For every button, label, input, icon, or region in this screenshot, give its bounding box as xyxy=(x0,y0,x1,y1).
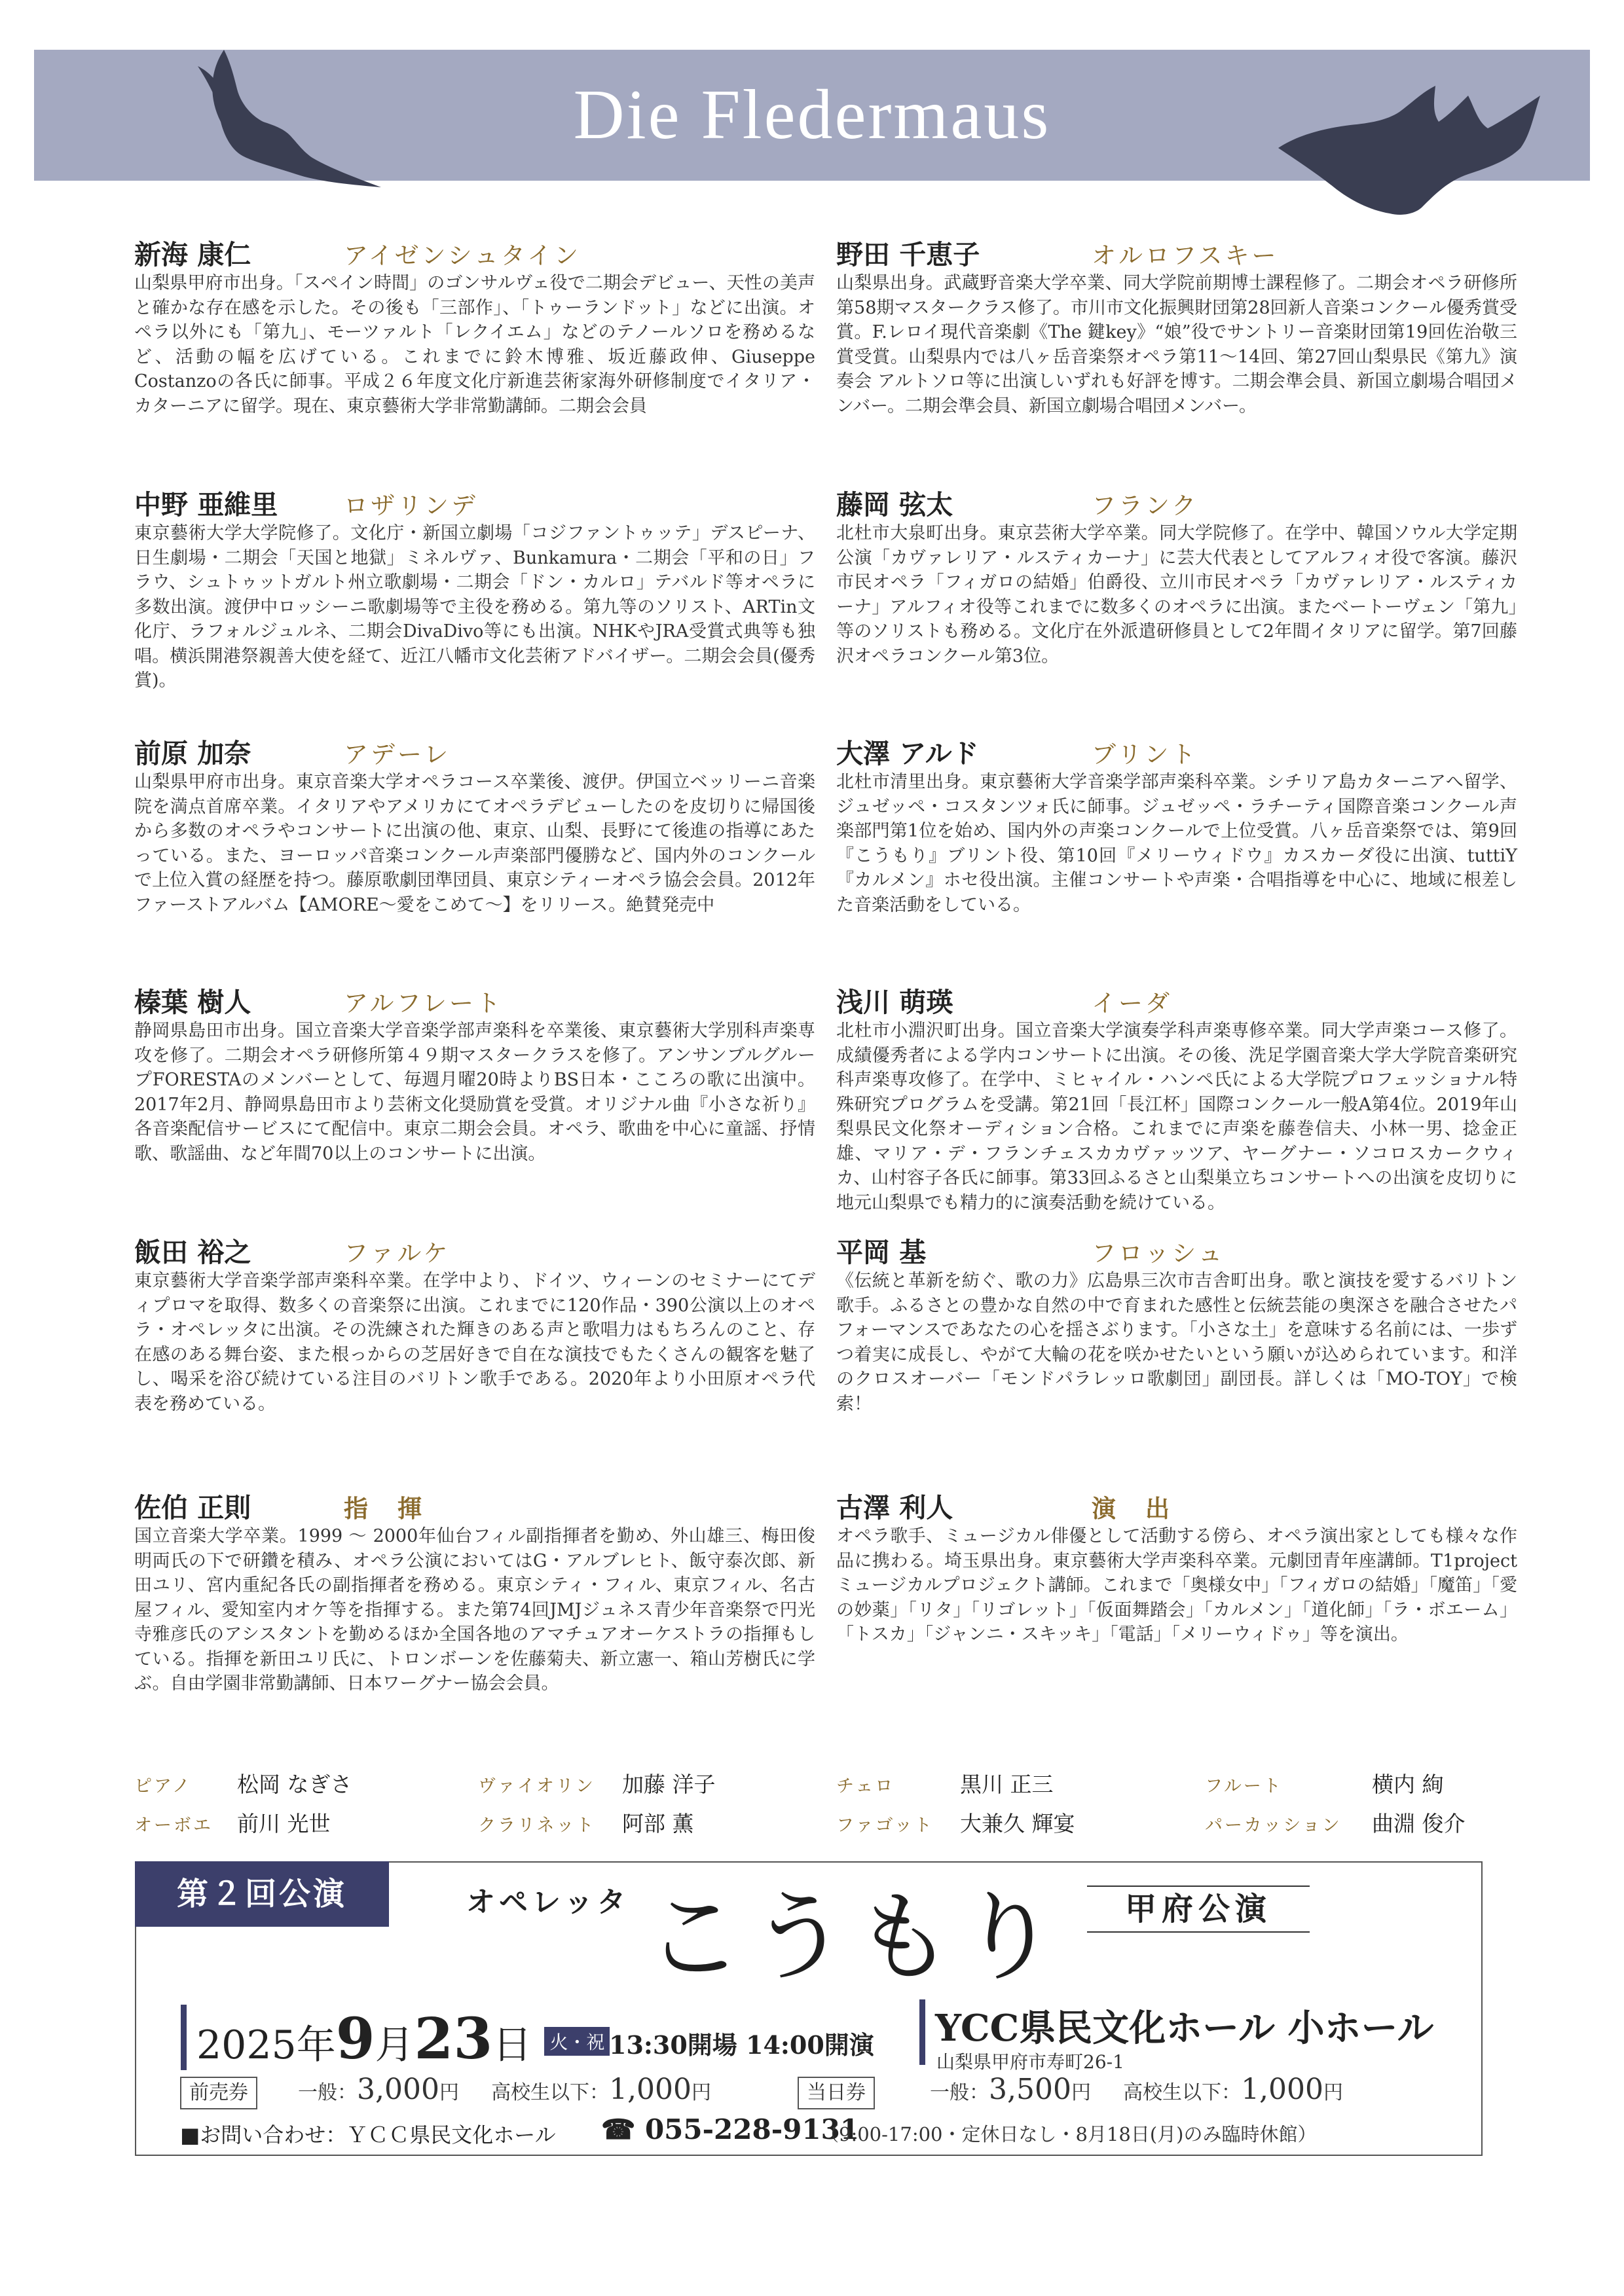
advance-ticket-label: 前売券 xyxy=(180,2077,257,2109)
cast-role: アルフレート xyxy=(344,989,504,1017)
date-accent-bar xyxy=(181,2005,187,2070)
cast-role: アデーレ xyxy=(344,740,451,769)
date-day: 23 xyxy=(414,2006,493,2072)
performance-times: 13:30開場 14:00開演 xyxy=(609,2030,874,2060)
contact-info: ■お問い合わせ：ＹＣＣ県民文化ホール xyxy=(180,2123,556,2147)
general-label: 一般： xyxy=(930,2081,989,2104)
orchestra-instrument: ヴァイオリン xyxy=(478,1776,595,1796)
cast-bio: 山梨県甲府市出身。東京音楽大学オペラコース卒業後、渡伊。伊国立ベッリーニ音楽院を満点首席卒業。イタリアやアメリカにてオペラデビューしたのを皮切りに帰国後から多数のオペラやコンサートに出演の他、東京、山梨、長野にて後進の指導にあたっている。また、ヨーロッパ音楽コンクール声楽部門優勝など、国内外のコンクールで上位入賞の経歴を持つ。藤原歌劇団準団員、東京シティーオペラ協会会員。2012年ファーストアルバム【AMORE〜愛をこめて〜】をリリース。絶賛発売中 xyxy=(134,772,815,915)
cast-name: 飯田 裕之 xyxy=(134,1237,251,1268)
venue-city-label: 甲府公演 xyxy=(1087,1886,1310,1933)
student-price: 1,000 xyxy=(609,2073,692,2106)
cast-role: フロッシュ xyxy=(1092,1239,1225,1267)
cast-name: 中野 亜維里 xyxy=(134,489,278,520)
phone-number: ☎ 055-228-9131 xyxy=(601,2113,860,2145)
cast-bio: 東京藝術大学大学院修了。文化庁・新国立劇場「コジファントゥッテ」デスピーナ、日生劇場・二期会「天国と地獄」ミネルヴァ、Bunkamura・二期会「平和の日」フラウ、シュトゥットガルト州立歌劇場・二期会「ドン・カルロ」テバルド等オペラに多数出演。渡伊中ロッシーニ歌劇場等で主役を務める。第九等のソリスト、ARTin文化庁、ラフォルジュルネ、二期会DivaDivo等にも出演。NHKやJRA受賞式典等も独唱。横浜開港祭親善大使を経て、近江八幡市文化芸術アドバイザー。二期会会員(優秀賞)。 xyxy=(134,523,815,691)
operetta-title: こうもり xyxy=(645,1881,1065,1995)
header-banner xyxy=(34,50,1590,181)
price-unit: 円 xyxy=(692,2081,712,2104)
orchestra-instrument: ファゴット xyxy=(836,1815,934,1836)
cast-bio: 国立音楽大学卒業。1999 〜 2000年仙台フィル副指揮者を勤め、外山雄三、梅田俊明両氏の下で研鑽を積み、オペラ公演においてはG・アルブレヒト、飯守泰次郎、新田ユリ、宮内重紀各氏の副指揮者を務める。東京シティ・フィル、東京フィル、名古屋フィル、愛知室内オケ等を指揮する。また第74回JMJジュネス青少年音楽祭で円光寺雅彦氏のアシスタントを勤めるほか全国各地のアマチュアオーケストラの指揮もしている。指揮を新田ユリ氏に、トロンボーンを佐藤菊夫、新立憲一、箱山芳樹氏に学ぶ。自由学園非常勤講師、日本ワーグナー協会会員。 xyxy=(134,1526,815,1694)
performance-badge: 第２回公演 xyxy=(135,1861,389,1927)
cast-name: 平岡 基 xyxy=(836,1237,927,1268)
general-price: 3,500 xyxy=(989,2073,1071,2106)
date-day-unit: 日 xyxy=(492,2022,532,2068)
cast-bio: 山梨県甲府市出身。「スペイン時間」のゴンサルヴェ役で二期会デビュー、天性の美声と確かな存在感を示した。その後も「三部作」、「トゥーランドット」などに出演。オペラ以外にも「第九」、モーツァルト「レクイエム」などのテノールソロを務めるなど、活動の幅を広げている。これまでに鈴木博雅、坂近藤政伸、Giuseppe Costanzoの各氏に師事。平成２６年度文化庁新進芸術家海外研修制度でイタリア・カターニアに留学。現在、東京藝術大学非常勤講師。二期会会員 xyxy=(134,273,815,416)
student-price: 1,000 xyxy=(1241,2073,1324,2106)
orchestra-instrument: パーカッション xyxy=(1205,1815,1342,1836)
date-month-unit: 月 xyxy=(375,2022,415,2068)
cast-bio: 山梨県出身。武蔵野音楽大学卒業、同大学院前期博士課程修了。二期会オペラ研修所第58期マスタークラス修了。市川市文化振興財団第28回新人音楽コンクール優秀賞受賞。F.レロイ現代音楽劇《The 鍵key》“娘”役でサントリー音楽財団第19回佐治敬三賞受賞。山梨県内では八ヶ岳音楽祭オペラ第11〜14回、第27回山梨県民《第九》演奏会 アルトソロ等に出演しいずれも好評を博す。二期会準会員、新国立劇場合唱団メンバー。二期会準会員、新国立劇場合唱団メンバー。 xyxy=(836,273,1517,416)
cast-role: イーダ xyxy=(1092,989,1172,1017)
cast-role: フランク xyxy=(1092,492,1199,520)
cast-bio: 《伝統と革新を紡ぐ、歌の力》広島県三次市吉舎町出身。歌と演技を愛するバリトン歌手。ふるさとの豊かな自然の中で育まれた感性と伝統芸能の奥深さを融合させたパフォーマンスであなたの心を揺さぶります。「小さな土」を意味する名前には、一歩ずつ着実に成長し、やがて大輪の花を咲かせたいという願いが込められています。和洋のクロスオーバー「モンドパラレッロ歌劇団」副団長。詳しくは「MO-TOY」で検索！ xyxy=(836,1271,1517,1414)
cast-name: 藤岡 弦太 xyxy=(836,489,953,520)
hall-address: 山梨県甲府市寿町26-1 xyxy=(936,2051,1124,2073)
advance-ticket-prices xyxy=(298,2073,711,2106)
door-ticket-label: 当日券 xyxy=(798,2077,875,2109)
cast-name: 佐伯 正則 xyxy=(134,1492,251,1523)
page-title: Die Fledermaus xyxy=(573,76,1051,154)
cast-bio: 東京藝術大学音楽学部声楽科卒業。在学中より、ドイツ、ウィーンのセミナーにてディプロマを取得、数多くの音楽祭に出演。これまでに120作品・390公演以上のオペラ・オペレッタに出演。その洗練された輝きのある声と歌唱力はもちろんのこと、存在感のある舞台姿、また根っからの芝居好きで自在な演技でもたくさんの観客を魅了し、喝采を浴び続けている注目のバリトン歌手である。2020年より小田原オペラ代表を務めている。 xyxy=(134,1271,815,1414)
venue-accent-bar xyxy=(919,1999,925,2065)
cast-name: 榛葉 樹人 xyxy=(134,987,251,1018)
cast-role: ロザリンデ xyxy=(344,492,478,520)
holiday-badge: 火・祝 xyxy=(544,2027,610,2056)
cast-role: ファルケ xyxy=(344,1239,451,1267)
date-year-unit: 年 xyxy=(296,2022,336,2068)
price-unit: 円 xyxy=(439,2081,459,2104)
student-label: 高校生以下： xyxy=(491,2081,610,2104)
price-unit: 円 xyxy=(1071,2081,1091,2104)
orchestra-instrument: チェロ xyxy=(836,1776,895,1796)
cast-name: 新海 康仁 xyxy=(134,239,251,270)
cast-name: 古澤 利人 xyxy=(836,1492,953,1523)
cast-name: 大澤 アルド xyxy=(836,738,979,769)
price-unit: 円 xyxy=(1323,2081,1344,2104)
cast-bio: 北杜市大泉町出身。東京芸術大学卒業。同大学院修了。在学中、韓国ソウル大学定期公演「カヴァレリア・ルスティカーナ」に芸大代表としてアルフィオ役で客演。藤沢市民オペラ「フィガロの結婚」伯爵役、立川市民オペラ「カヴァレリア・ルスティカーナ」アルフィオ役等これまでに数多くのオペラに出演。またベートーヴェン「第九」等のソリストも務める。文化庁在外派遣研修員として2年間イタリアに留学。第7回藤沢オペラコンクール第3位。 xyxy=(836,523,1517,666)
cast-role: オルロフスキー xyxy=(1092,242,1279,270)
cast-bio: 静岡県島田市出身。国立音楽大学音楽学部声楽科を卒業後、東京藝術大学別科声楽専攻を修了。二期会オペラ研修所第４９期マスタークラスを修了。アンサンブルグループFORESTAのメンバーとして、毎週月曜20時よりBS日本・こころの歌に出演中。2017年2月、静岡県島田市より芸術文化奨励賞を受賞。オリジナル曲『小さな祈り』各音楽配信サービスにて配信中。東京二期会会員。オペラ、歌曲を中心に童謡、抒情歌、歌謡曲、など年間70以上のコンサートに出演。 xyxy=(134,1021,815,1164)
cast-bio: 北杜市清里出身。東京藝術大学音楽学部声楽科卒業。シチリア島カターニアへ留学、ジュゼッペ・コスタンツォ氏に師事。ジュゼッペ・ラチーティ国際音楽コンクール声楽部門第1位を始め、国内外の声楽コンクールで上位受賞。八ヶ岳音楽祭では、第9回『こうもり』ブリント役、第10回『メリーウィドウ』カスカーダ役に出演、tuttiY『カルメン』ホセ役出演。主催コンサートや声楽・合唱指導を中心に、地域に根差した音楽活動をしている。 xyxy=(836,772,1517,915)
orchestra-player: 加藤 洋子 xyxy=(622,1772,716,1797)
orchestra-instrument: オーボエ xyxy=(134,1815,213,1836)
general-label: 一般： xyxy=(298,2081,357,2104)
cast-role: 指 揮 xyxy=(344,1494,424,1523)
cast-bio: 北杜市小淵沢町出身。国立音楽大学演奏学科声楽専修卒業。同大学声楽コース修了。成績優秀者による学内コンサートに出演。その後、洗足学園音楽大学大学院音楽研究科声楽専攻修了。在学中、ミヒャイル・ハンペ氏による大学院プロフェッショナル特殊研究プログラムを受講。第21回「長江杯」国際コンクール一般A第4位。2019年山梨県民文化祭オーディション合格。これまでに声楽を藤巻信夫、小林一男、捻金正雄、マリア・デ・フランチェスカカヴァッツア、ヤーグナー・ソコロスカークウィカ、山村容子各氏に師事。第33回ふるさと山梨巣立ちコンサートへの出演を皮切りに地元山梨県でも精力的に演奏活動を続けている。 xyxy=(836,1021,1517,1213)
office-hours: （9:00-17:00・定休日なし・8月18日(月)のみ臨時休館） xyxy=(820,2123,1317,2145)
cast-name: 前原 加奈 xyxy=(134,738,251,769)
orchestra-player: 前川 光世 xyxy=(237,1811,331,1836)
cast-role: 演 出 xyxy=(1092,1494,1172,1523)
general-price: 3,000 xyxy=(357,2073,439,2106)
door-ticket-prices xyxy=(930,2073,1343,2106)
orchestra-player: 黒川 正三 xyxy=(960,1772,1054,1797)
orchestra-player: 大兼久 輝宴 xyxy=(960,1811,1075,1836)
cast-name: 野田 千恵子 xyxy=(836,239,980,270)
performance-date xyxy=(196,2006,610,2072)
orchestra-player: 松岡 なぎさ xyxy=(237,1772,352,1797)
bat-right-icon xyxy=(1272,82,1547,220)
cast-role: ブリント xyxy=(1092,740,1198,769)
orchestra-instrument: クラリネット xyxy=(478,1815,596,1836)
cast-bio: オペラ歌手、ミュージカル俳優として活動する傍ら、オペラ演出家としても様々な作品に携わる。埼玉県出身。東京藝術大学声楽科卒業。元劇団青年座講師。T1projectミュージカルプロジェクト講師。これまで「奥様女中」「フィガロの結婚」「魔笛」「愛の妙薬」「リタ」「リゴレット」「仮面舞踏会」「カルメン」「道化師」「ラ・ボエーム」「トスカ」「ジャンニ・スキッキ」「電話」「メリーウィドゥ」等を演出。 xyxy=(836,1526,1517,1645)
cast-name: 浅川 萌瑛 xyxy=(836,987,953,1018)
hall-name: YCC県民文化ホール 小ホール xyxy=(935,2007,1434,2050)
genre-label: オペレッタ xyxy=(466,1886,630,1919)
date-year: 2025 xyxy=(196,2022,297,2068)
orchestra-instrument: フルート xyxy=(1205,1776,1283,1796)
cast-role: アイゼンシュタイン xyxy=(344,242,581,270)
orchestra-player: 阿部 薫 xyxy=(622,1811,694,1836)
orchestra-player: 横内 絢 xyxy=(1372,1772,1444,1797)
orchestra-player: 曲淵 俊介 xyxy=(1372,1811,1466,1836)
date-month: 9 xyxy=(335,2006,375,2072)
orchestra-instrument: ピアノ xyxy=(134,1776,192,1796)
student-label: 高校生以下： xyxy=(1123,2081,1242,2104)
